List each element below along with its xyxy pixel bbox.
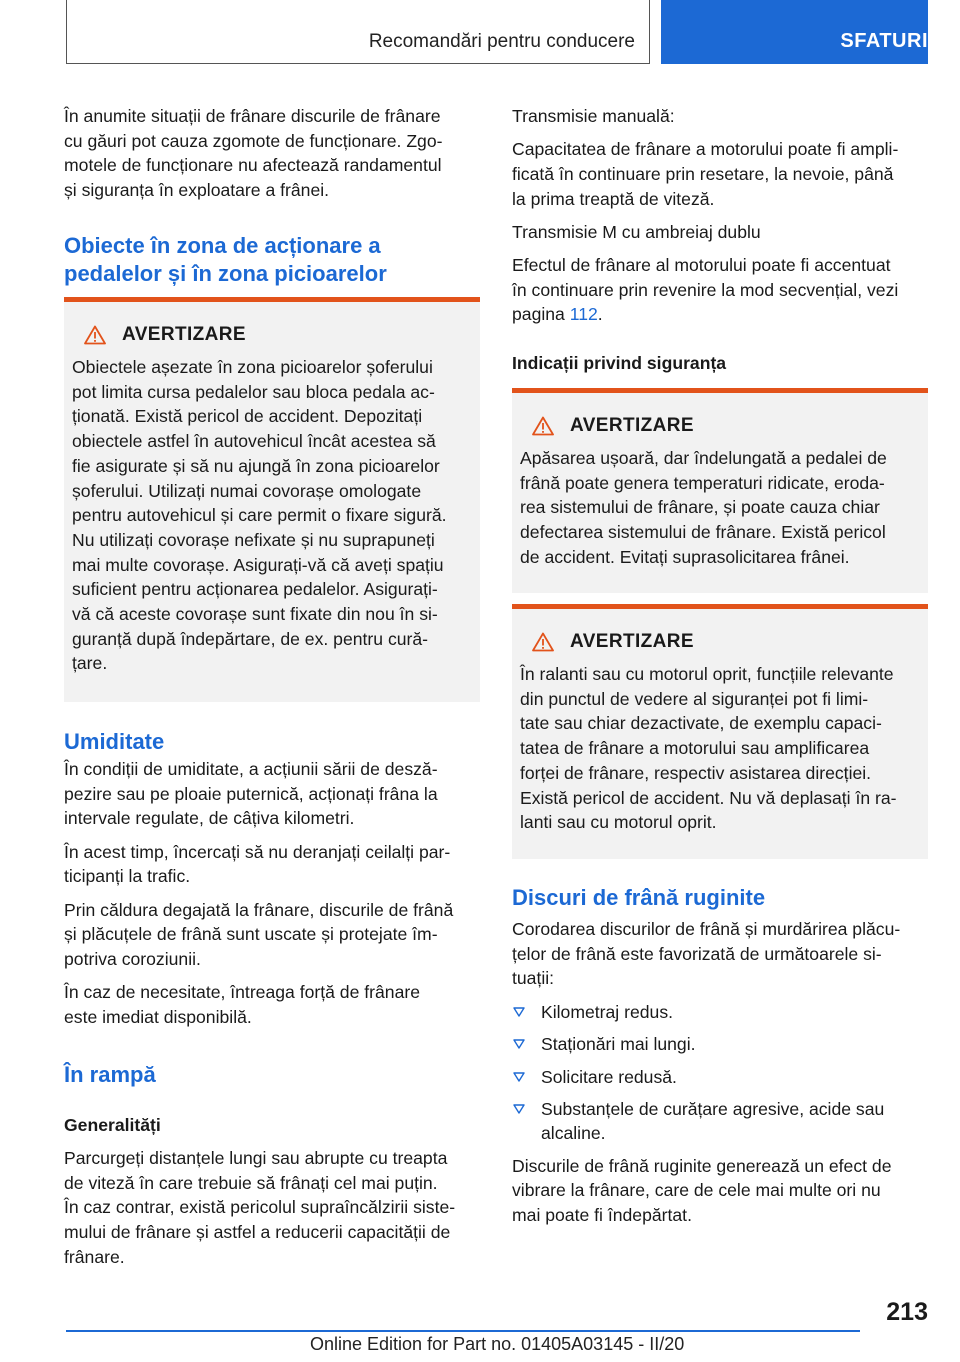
rusty-discs-intro: Corodarea discurilor de frână și murdărirea plăcu- țelor de frână este favorizată de următoarele si- tuații: <box>512 919 901 989</box>
warning-text-pedal-pressure: Apăsarea ușoară, dar îndelungată a pedalei de frână poate genera temperaturi ridicate, eroda- rea sistemului de frânare, și poate cauza chiar defectarea sistemului de frânare. Există pericol de accident. Evitați suprasolicitarea frânei. <box>520 448 887 567</box>
humidity-section <box>64 757 478 1038</box>
bullet-triangle-icon <box>513 1038 525 1050</box>
header-section-title: Recomandări pentru conducere <box>368 31 635 52</box>
rusty-discs-conclusion: Discurile de frână ruginite generează un efect de vibrare la frânare, care de cele mai multe ori nu mai poate fi îndepărtat. <box>512 1155 892 1226</box>
list-item: Solicitare redusă. <box>512 1065 928 1090</box>
header-section-box <box>66 0 650 64</box>
warning-box-objects <box>64 297 480 702</box>
subheading-general: Generalități <box>64 1115 161 1135</box>
subheading-safety: Indicații privind siguranța <box>512 353 727 373</box>
ramp-paragraph: Parcurgeți distanțele lungi sau abrupte cu treapta de viteză în care trebuie să frânați cel mai puțin. În caz contrar, există pericolul supraîncălzirii siste- mului de frânare și astfel a reducerii capacității de frânare. <box>64 1148 456 1267</box>
warning-triangle-icon <box>84 325 106 345</box>
warning-text-idle: În ralanti sau cu motorul oprit, funcțiile relevante din punctul de vedere al siguranței pot fi limi- tate sau chiar dezactivate, de exemplu capaci- tatea de frânare a motorului sau amplificarea forței de frânare, respectiv asistarea direcției. Există pericol de accident. Nu vă deplasați în ra- lanti sau cu motorul oprit. <box>520 664 897 833</box>
warning-box-idle <box>512 604 928 859</box>
warning-title: AVERTIZARE <box>520 413 920 439</box>
warning-title: AVERTIZARE <box>520 629 920 655</box>
heading-humidity: Umiditate <box>64 729 165 754</box>
header-chapter-label: SFATURI <box>840 30 928 52</box>
bullet-triangle-icon <box>513 1071 525 1083</box>
header-chapter-tab <box>661 0 928 64</box>
page-reference-link[interactable]: 112 <box>569 304 598 325</box>
heading-ramp: În rampă <box>64 1062 156 1087</box>
warning-text-objects: Obiectele așezate în zona picioarelor șoferului pot limita cursa pedalelor sau bloca pedala ac- ționată. Există pericol de accident. Depozitați obiectele astfel în autovehicul încât acestea să fie asigurate și să nu ajungă în zona picioarelor șoferului. Utilizați numai covorașe omologate pentru autovehicul și care permit o fixare sigură. Nu utilizați covorașe nefixate și nu suprapuneți mai multe covorașe. Asigurați-vă că aveți spațiu suficient pentru acționarea pedalelor. Asigurați- vă că aceste covorașe sunt fixate din nou în si- guranță după îndepărtare, de ex. pentru cură- țare. <box>72 357 447 674</box>
humidity-paragraph-1: În condiții de umiditate, a acțiunii sării de desză- pezire sau pe ploaie puternică, acționați frâna la intervale regulate, de câțiva kilometri. <box>64 759 438 829</box>
warning-triangle-icon <box>532 632 554 652</box>
footer-divider <box>66 1330 860 1332</box>
heading-objects-pedal-area: Obiecte în zona de acționare a pedalelor și în zona picioarelor <box>64 233 387 286</box>
warning-triangle-icon <box>532 416 554 436</box>
transmission-section <box>512 104 928 336</box>
humidity-paragraph-4: În caz de necesitate, întreaga forță de frânare este imediat disponibilă. <box>64 982 421 1027</box>
warning-box-pedal-pressure <box>512 388 928 593</box>
list-item: Kilometraj redus. <box>512 1000 928 1025</box>
footer-edition-text: Online Edition for Part no. 01405A03145 - II/20 <box>310 1334 685 1354</box>
humidity-paragraph-2: În acest timp, încercați să nu deranjați ceilalți par- ticipanți la trafic. <box>64 841 451 887</box>
rusty-discs-section <box>512 917 928 1236</box>
bullet-triangle-icon <box>513 1103 525 1115</box>
warning-title: AVERTIZARE <box>72 322 472 348</box>
m-transmission-paragraph: Efectul de frânare al motorului poate fi accentuat în continuare prin revenire la mod secvențial, vezi pagina 112. <box>512 255 899 325</box>
list-item: Substanțele de curățare agresive, acide sau alcaline. <box>512 1097 928 1146</box>
list-item: Staționări mai lungi. <box>512 1032 928 1057</box>
bullet-triangle-icon <box>513 1006 525 1018</box>
intro-paragraph: În anumite situații de frânare discurile de frânare cu găuri pot cauza zgomote de funcționare. Zgo- motele de funcționare nu afectează randamentul și siguranța în exploatare a frânei. <box>64 106 443 201</box>
page-header <box>66 0 928 64</box>
manual-transmission-label: Transmisie manuală: <box>512 106 675 126</box>
page-number: 213 <box>886 1298 928 1326</box>
humidity-paragraph-3: Prin căldura degajată la frânare, discurile de frână și plăcuțele de frână sunt uscate și protejate îm- potriva coroziunii. <box>64 899 454 969</box>
rusty-discs-conditions-list <box>512 1000 928 1146</box>
heading-rusty-discs: Discuri de frână ruginite <box>512 885 766 910</box>
m-transmission-label: Transmisie M cu ambreiaj dublu <box>512 221 761 242</box>
manual-transmission-paragraph: Capacitatea de frânare a motorului poate fi ampli- ficată în continuare prin resetare, la nevoie, până la prima treaptă de viteză. <box>512 139 899 209</box>
